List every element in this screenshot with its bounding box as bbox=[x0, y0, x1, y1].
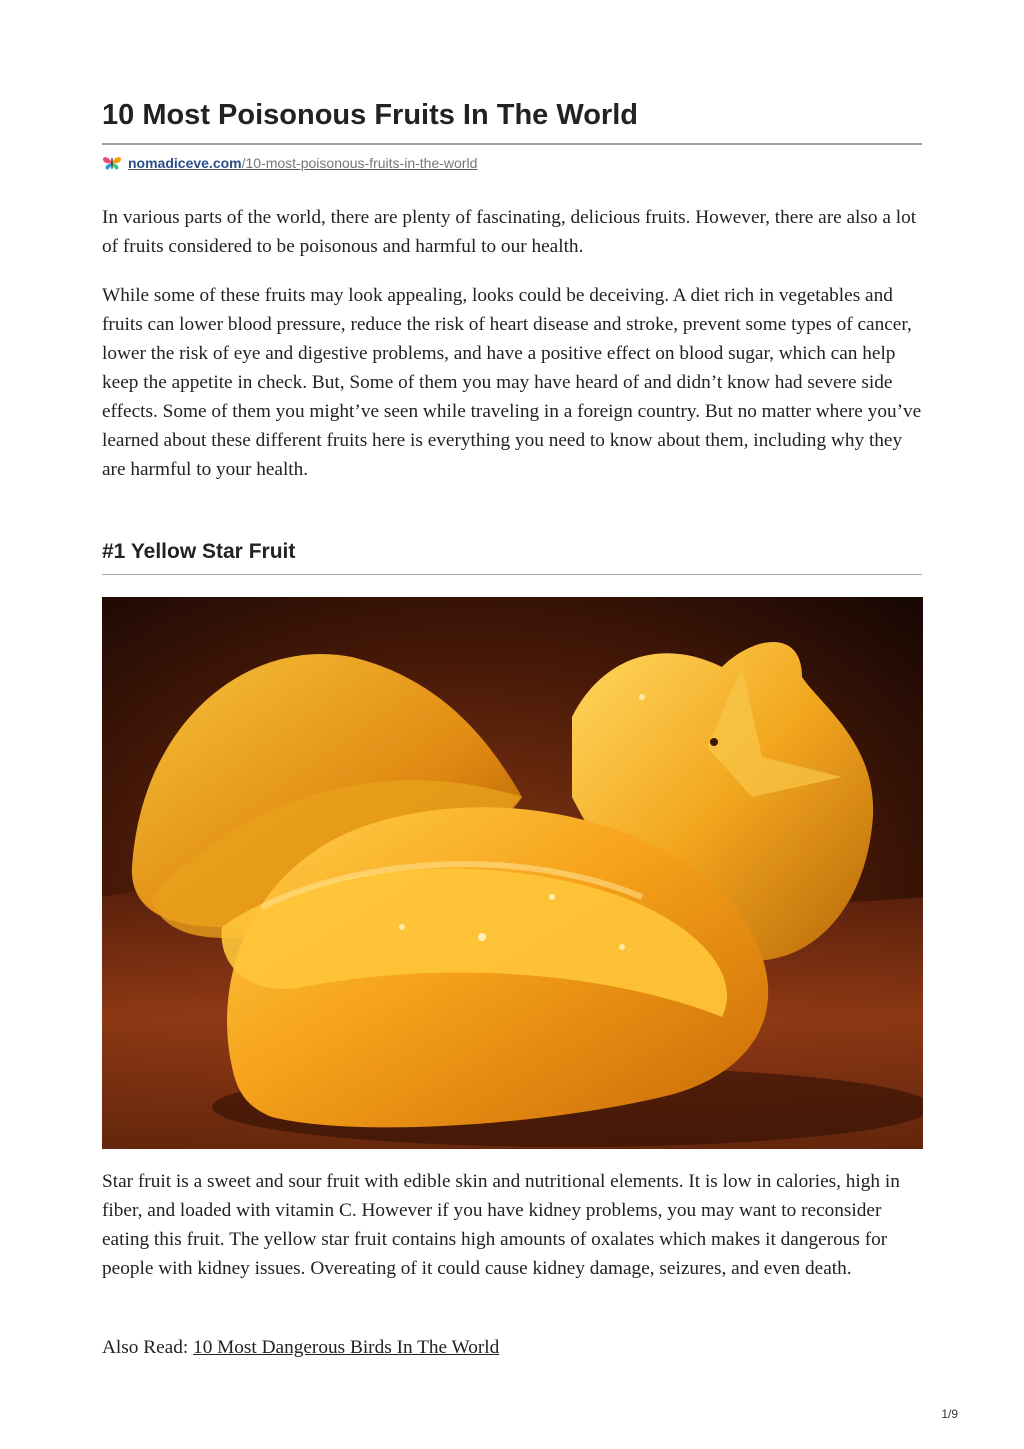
page-number: 1/9 bbox=[941, 1407, 958, 1421]
star-fruit-description: Star fruit is a sweet and sour fruit with edible skin and nutritional elements. It is low in calories, high in fiber, and loaded with vitamin C. However if you have kidney problems, you may want to reconsider eating this fruit. The yellow star fruit contains high amounts of oxalates which makes it dangerous for people with kidney issues. Overeating of it could cause kidney damage, seizures, and even death. bbox=[102, 1171, 900, 1279]
star-fruit-photo bbox=[102, 597, 923, 1149]
title-divider bbox=[102, 143, 922, 145]
intro-paragraph-2: While some of these fruits may look appealing, looks could be deceiving. A diet rich in vegetables and fruits can lower blood pressure, reduce the risk of heart disease and stroke, prevent some types of cancer, lower the risk of eye and digestive problems, and have a positive effect on blood sugar, which can help keep the appetite in check. But, Some of them you may have heard of and didn’t know had severe side effects. Some of them you might’ve seen while traveling in a foreign country. But no matter where you’ve learned about these different fruits here is everything you need to know about them, including why they are harmful to your health. bbox=[102, 285, 922, 480]
also-read-link[interactable]: 10 Most Dangerous Birds In The World bbox=[193, 1337, 500, 1358]
source-domain: nomadiceve.com bbox=[128, 155, 242, 171]
source-path: /10-most-poisonous-fruits-in-the-world bbox=[241, 155, 478, 171]
also-read-prefix: Also Read: bbox=[102, 1337, 194, 1358]
article-title: 10 Most Poisonous Fruits In The World bbox=[102, 99, 638, 131]
section-divider bbox=[102, 574, 922, 575]
source-link[interactable] bbox=[128, 155, 477, 171]
source-line bbox=[102, 153, 477, 173]
butterfly-logo-icon bbox=[102, 155, 122, 171]
intro-paragraph-1: In various parts of the world, there are plenty of fascinating, delicious fruits. However, there are also a lot of fruits considered to be poisonous and harmful to our health. bbox=[102, 207, 917, 257]
section-heading: #1 Yellow Star Fruit bbox=[102, 540, 296, 563]
also-read-line bbox=[102, 1333, 499, 1362]
